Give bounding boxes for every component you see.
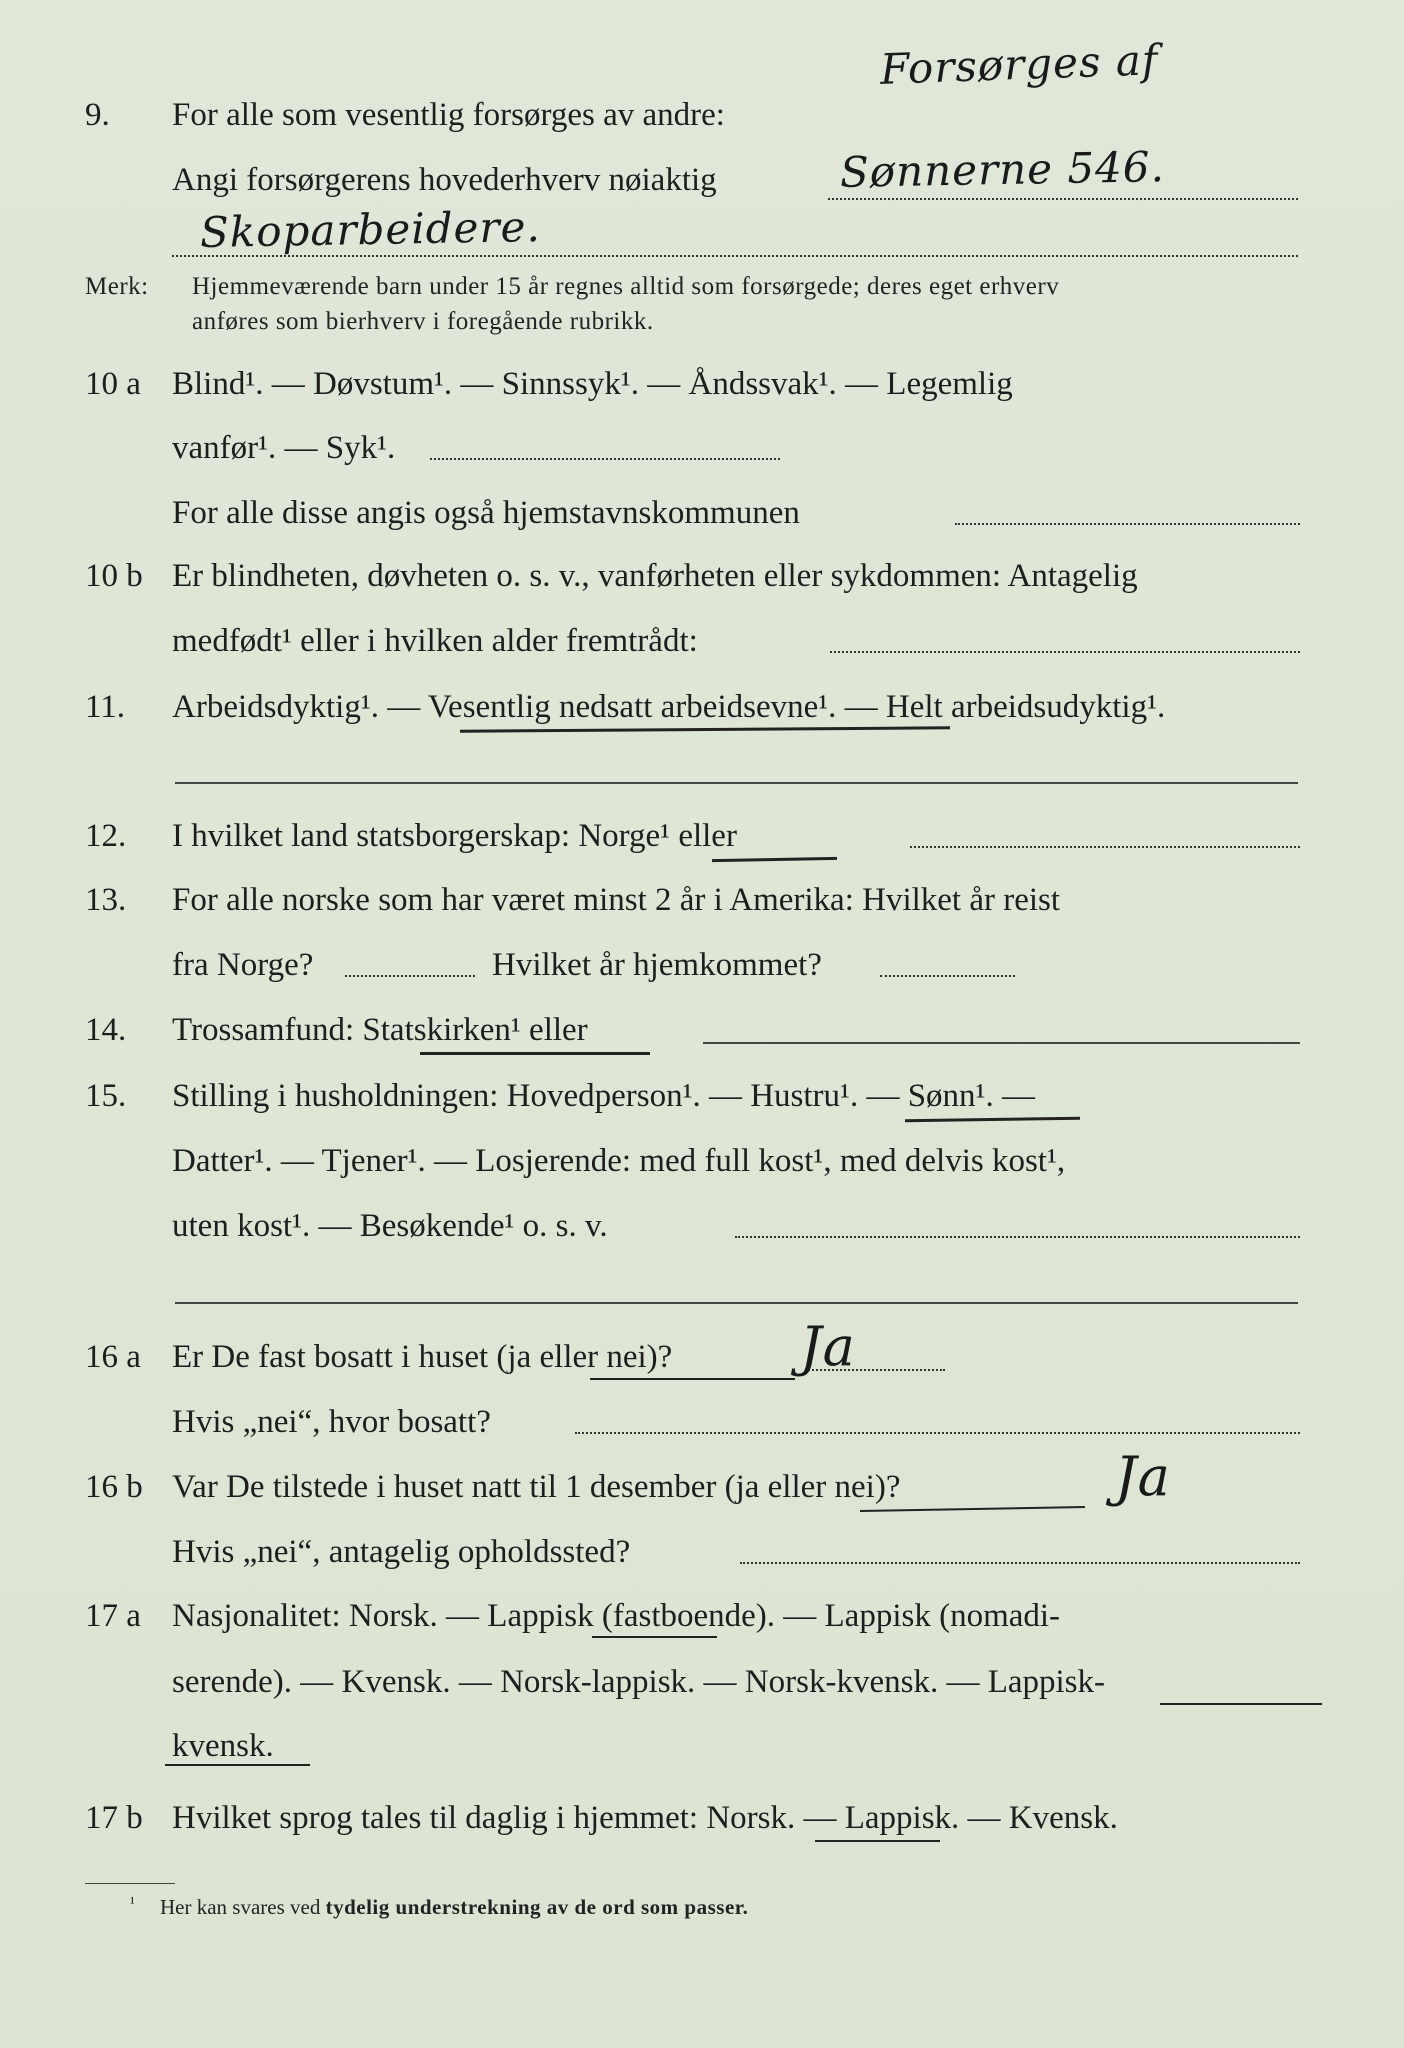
q16b-row-2 (0, 1522, 1404, 1582)
q15-line-1a: Stilling i husholdningen: Hovedperson¹. — (172, 1078, 751, 1114)
q14-number: 14. (85, 1012, 127, 1048)
q15-answer-line-1 (735, 1236, 1300, 1238)
q10b-row-1 (0, 546, 1404, 606)
q17b-handwritten-underline (815, 1840, 940, 1842)
q16a-handwritten-answer: Ja (800, 1315, 856, 1378)
q16a-answer-line-2 (575, 1432, 1300, 1434)
q10b-row-2 (0, 611, 1404, 671)
q9-line-2: Angi forsørgerens hovederhverv nøiaktig (172, 162, 717, 198)
q11-part-3: — Helt arbeidsudyktig¹. (836, 689, 1166, 725)
merk-line-1: Hjemmeværende barn under 15 år regnes alltid som forsørgede; deres eget erhverv (192, 273, 1060, 300)
q17a-handwritten-underline-3 (165, 1764, 310, 1766)
q15-row-2 (0, 1131, 1404, 1191)
footnote-text-bold: tydelig understrekning av de ord som passer. (325, 1895, 749, 1919)
q10a-answer-line-1 (430, 458, 780, 460)
q17a-handwritten-underline-1 (592, 1636, 717, 1638)
q17b-row (0, 1788, 1404, 1848)
q9-row-1 (0, 85, 1404, 145)
q15-answer-line-2 (175, 1302, 1298, 1304)
q11-number: 11. (85, 689, 126, 725)
q14-answer-line (703, 1042, 1300, 1044)
q16b-line-1: Var De tilstede i huset natt til 1 desember (ja eller nei)? (172, 1469, 901, 1505)
q9-handwritten-answer-2: Sønnerne 546. (839, 142, 1166, 197)
footnote-separator (85, 1883, 175, 1884)
q15-line-1 (172, 1066, 1035, 1126)
q17a-line-1: Nasjonalitet: Norsk. — Lappisk (fastboende). — Lappisk (nomadi- (172, 1598, 1061, 1634)
q13-line-1: For alle norske som har været minst 2 år i Amerika: Hvilket år reist (172, 882, 1061, 918)
q11-answer-line (175, 782, 1298, 784)
q9-handwritten-answer-1: Forsørges af (879, 35, 1160, 94)
q16b-row-1 (0, 1457, 1404, 1517)
q10a-line-2: vanfør¹. — Syk¹. (172, 430, 396, 466)
merk-line-2: anføres som bierhverv i foregående rubrikk. (192, 308, 654, 335)
q17a-number: 17 a (85, 1598, 141, 1634)
q14-part-1: Trossamfund: (172, 1012, 363, 1048)
q17a-line-3: kvensk. (172, 1728, 274, 1764)
q17a-handwritten-underline-2 (1160, 1703, 1322, 1705)
q12-part-1: I hvilket land statsborgerskap: (172, 818, 579, 854)
q11-part-2: Vesentlig nedsatt arbeidsevne¹. (427, 689, 837, 725)
q16b-answer-line (740, 1562, 1300, 1564)
q10b-line-1: Er blindheten, døvheten o. s. v., vanførheten eller sykdommen: Antagelig (172, 558, 1138, 594)
q10b-line-2: medfødt¹ eller i hvilken alder fremtrådt: (172, 623, 698, 659)
q16b-line-2: Hvis „nei“, antagelig opholdssted? (172, 1534, 631, 1570)
q16a-row-2 (0, 1392, 1404, 1452)
footnote-mark: ¹ (130, 1895, 135, 1912)
q9-handwritten-answer-3: Skoparbeidere. (199, 202, 542, 257)
q14-handwritten-underline (420, 1052, 650, 1055)
q12-number: 12. (85, 818, 127, 854)
q9-answer-line-2 (172, 255, 1298, 257)
q15-number: 15. (85, 1078, 127, 1114)
q14-text (172, 1000, 588, 1060)
q16a-line-2: Hvis „nei“, hvor bosatt? (172, 1404, 491, 1440)
q13-row-1 (0, 870, 1404, 930)
q13-number: 13. (85, 882, 127, 918)
q14-part-3: eller (520, 1012, 588, 1048)
q14-row (0, 1000, 1404, 1060)
q10a-line-1: Blind¹. — Døvstum¹. — Sinnssyk¹. — Åndssvak¹. — Legemlig (172, 366, 1013, 402)
q15-line-1b: Hustru¹. (750, 1078, 859, 1114)
q13-line-2b: Hvilket år hjemkommet? (492, 947, 822, 983)
q10a-row-3 (0, 483, 1404, 543)
q10a-line-3: For alle disse angis også hjemstavnskommunen (172, 495, 800, 531)
q11-part-1: Arbeidsdyktig¹. — (172, 689, 428, 725)
q9-answer-line-1 (828, 198, 1298, 200)
q17b-number: 17 b (85, 1800, 143, 1836)
q15-row-3 (0, 1196, 1404, 1256)
footnote-text (160, 1895, 748, 1920)
q16a-number: 16 a (85, 1339, 141, 1375)
q16a-handwritten-underline (590, 1378, 795, 1380)
q10a-row-2 (0, 418, 1404, 478)
q10a-row-1 (0, 354, 1404, 414)
q16b-handwritten-answer: Ja (1115, 1445, 1171, 1508)
q10a-answer-line-2 (955, 523, 1300, 525)
merk-label: Merk: (85, 273, 149, 300)
q13-line-2a: fra Norge? (172, 947, 314, 983)
q15-line-3: uten kost¹. — Besøkende¹ o. s. v. (172, 1208, 608, 1244)
q9-line-1: For alle som vesentlig forsørges av andre: (172, 97, 725, 133)
q17a-line-2: serende). — Kvensk. — Norsk-lappisk. — Norsk-kvensk. — Lappisk- (172, 1664, 1106, 1700)
q16b-number: 16 b (85, 1469, 143, 1505)
q15-row-1 (0, 1066, 1404, 1126)
q13-answer-line-2 (880, 975, 1015, 977)
q16a-line-1: Er De fast bosatt i huset (ja eller nei)? (172, 1339, 673, 1375)
q17b-line-1: Hvilket sprog tales til daglig i hjemmet: Norsk. — Lappisk. — Kvensk. (172, 1800, 1118, 1836)
q14-part-2: Statskirken¹ (362, 1012, 521, 1048)
q9-row-2 (0, 150, 1404, 210)
q13-answer-line-1 (345, 975, 475, 977)
q17a-row-3 (0, 1716, 1404, 1776)
q12-answer-line (910, 846, 1300, 848)
q12-part-3: eller (670, 818, 737, 854)
q10a-number: 10 a (85, 366, 141, 402)
q15-line-1c: — Sønn¹. — (858, 1078, 1035, 1114)
q12-text (172, 806, 737, 866)
q9-number: 9. (85, 97, 110, 133)
q13-row-2 (0, 935, 1404, 995)
q10b-number: 10 b (85, 558, 143, 594)
q12-part-2: Norge¹ (578, 818, 671, 854)
q10b-answer-line (830, 651, 1300, 653)
q15-line-2: Datter¹. — Tjener¹. — Losjerende: med full kost¹, med delvis kost¹, (172, 1143, 1066, 1179)
q12-row (0, 806, 1404, 866)
footnote-text-plain: Her kan svares ved (160, 1895, 326, 1919)
